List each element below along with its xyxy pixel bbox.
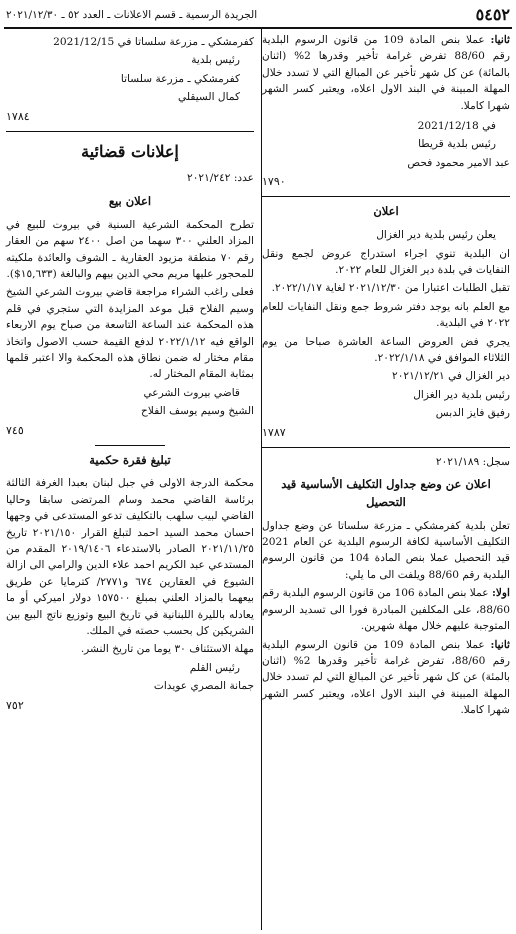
left-column: [6, 32, 254, 720]
notice-number: ١٧٨٧: [262, 425, 286, 439]
signatory-title: رئيس بلدية قريطا: [418, 138, 496, 151]
paragraph: مهلة الاستئناف ٣٠ يوما من تاريخ النشر.: [80, 643, 254, 656]
notice-title: اعلان عن وضع جداول التكليف الأساسية قيد التحصيل: [281, 477, 491, 509]
paragraph: يعلن رئيس بلدية دير الغزال: [376, 229, 496, 242]
notice-title: اعلان: [373, 204, 399, 219]
notice-title: اعلان بيع: [108, 193, 152, 208]
notice-kfarmishki: [262, 454, 510, 719]
notice-date: في 2021/12/18: [417, 120, 496, 133]
notice-number: ١٧٩٠: [262, 175, 286, 189]
registry-number: سجل: ٢٠٢١/١٨٩: [435, 455, 510, 468]
separator: [95, 445, 165, 446]
notice-sale: [6, 170, 254, 438]
paragraph: يجري فض العروض الساعة العاشرة صباحا من يوم الثلاثاء الموافق في ٢٠٢٢/١/١٨.: [262, 335, 510, 364]
signatory-name: جمانة المصري عويدات: [153, 680, 254, 693]
notice-date: دير الغزال في ٢٠٢١/١٢/٢١: [392, 370, 510, 383]
clause-second: ثانيا: عملا بنص المادة 109 من قانون الرسوم البلدية رقم 88/60 تفرض غرامة تأخير وقدرها 2% (اثنان بالمائة) عن كل شهر تأخير عن المبالغ التي لا تسدد خلال المهلة المبينة في البند الاول اعلاه، ويعتبر كسر الشهر شهرا كاملا.: [262, 34, 510, 112]
running-title: الجريدة الرسمية ـ قسم الاعلانات ـ العدد ٥٢ ـ ٢٠٢١/١٢/٣٠: [6, 8, 258, 21]
signatory-title: رئيس بلدية دير الغزال: [413, 388, 510, 401]
signatory-title: رئيس بلدية: [191, 54, 240, 67]
registry-number: عدد: ٢٠٢١/٢٤٢: [187, 172, 254, 185]
signatory-name: كمال السيقلي: [178, 91, 240, 104]
paragraph: ان البلدية تنوي اجراء استدراج عروض لجمع ونقل النفايات في بلدة دير الغزال للعام ٢٠٢٢.: [262, 247, 510, 276]
notice-date: كفرمشكي ـ مزرعة سلساتا في 2021/12/15: [53, 36, 254, 48]
notice-deir-el-ghazal: [262, 203, 510, 440]
signatory-title: رئيس القلم: [189, 661, 240, 674]
header-rule: [4, 27, 512, 29]
notice-title: تبليغ فقرة حكمية: [89, 452, 171, 467]
signatory-title: كفرمشكي ـ مزرعة سلساتا: [120, 72, 240, 85]
separator: [6, 131, 254, 132]
separator: [262, 196, 510, 197]
paragraph: محكمة الدرجة الاولى في جبل لبنان بعبدا الغرفة الثالثة برئاسة القاضي محمد وسام المرتضى سابقا وحاليا القاضي لبيب سلهب بالتكليف تدعو المستدعى في وجهها احسان محمد السيد احمد لتبلغ القرار ٢٠٢١/١٥٠ تاريخ ٢٠٢١/١١/٢٥ الصادر بالاستدعاء ٢٠١٩/١٤٠٦ المقدم من المستدعي عبد الكريم احمد علاء الدين والرامي الى ازالة الشيوع في العقارين ٦٧٤ و٢٧٧١/ كترمايا عن طريق بيعهما بالمزاد العلني بمبلغ ١٥٧٥٠٠ دولار اميركي أو ما يعادله بالليرة اللبنانية في تاريخ البيع وتوزيع ناتج البيع بين الشريكين كل بحسب حصته في الملك.: [6, 477, 255, 638]
notice-kfarmishki-signature: [6, 34, 254, 125]
signatory-name: الشيخ وسيم يوسف الفلاح: [141, 405, 254, 418]
separator: [262, 447, 510, 448]
clause-second: ثانيا: عملا بنص المادة 109 من قانون الرسوم البلدية رقم 88/60، تفرض غرامة تأخير وقدرها 2% (اثنان بالمئة) عن كل شهر تأخير عن المبالغ التي لم تسدد خلال المهلة المبينة في البند الاول اعلاه، ويعتبر كسر الشهر شهرا كاملا.: [262, 638, 510, 717]
clause-first: اولا: عملا بنص المادة 106 من قانون الرسوم البلدية رقم 88/60، على المكلفين المبادرة فورا الى تسديد الرسوم المتوجبة عليهم خلال مهلة شهرين.: [262, 587, 510, 633]
signatory-name: عبد الامير محمود فحص: [407, 156, 510, 169]
paragraph: تطرح المحكمة الشرعية السنية في بيروت للبيع في المزاد العلني ٣٠٠ سهما من اصل ٢٤٠٠ سهم من العقار رقم ٧٠ منطقة مزيود العقارية ـ الشوف والعائدة ملكيته للمحجور عليها مريم محي الدين بيهم والبالغة (١٥,٦٣٣$).: [6, 218, 254, 280]
page-number: ٥٤٥٢: [475, 4, 510, 24]
paragraph: فعلى راغب الشراء مراجعة قاضي بيروت الشرعي الشيخ وسيم الفلاح قبل موعد المزايدة التي ستجري في قلم هذه المحكمة عند الساعة التاسعة من صباح يوم الاربعاء الواقع فيه ٢٠٢٢/١/١٢ لدفع القيمة حسب الاصول واتخاذ مقام مختار له ضمن نطاق هذه المحكمة والا اعتبر قلمها بمثابة المقام المختار له.: [6, 286, 254, 381]
section-title: إعلانات قضائية: [81, 141, 179, 161]
notice-number: ٧٤٥: [6, 423, 24, 437]
right-column: [262, 32, 510, 721]
paragraph: مع العلم بانه يوجد دفتر شروط جمع ونقل النفايات للعام ٢٠٢٢ في البلدية.: [262, 300, 510, 330]
page-header: [6, 4, 510, 26]
paragraph: تعلن بلدية كفرمشكي ـ مزرعة سلساتا عن وضع جداول التكليف الأساسية لكافة الرسوم البلدية عن العام 2021 قيد التحصيل عملا بنص المادة 104 من قانون الرسوم البلدية رقم 88/60 ويلفت الى ما يلي:: [262, 519, 510, 581]
notice-number: ١٧٨٤: [6, 109, 30, 123]
signatory-title: قاضي بيروت الشرعي: [143, 386, 240, 399]
notice-number: ٧٥٢: [6, 698, 24, 712]
notice-judgment: [6, 452, 254, 714]
signatory-name: رفيق فايز الدبس: [435, 407, 510, 420]
paragraph: تقبل الطلبات اعتبارا من ٢٠٢١/١٢/٣٠ لغاية ٢٠٢٢/١/١٧.: [271, 282, 510, 295]
notice-qrayta: [262, 32, 510, 190]
